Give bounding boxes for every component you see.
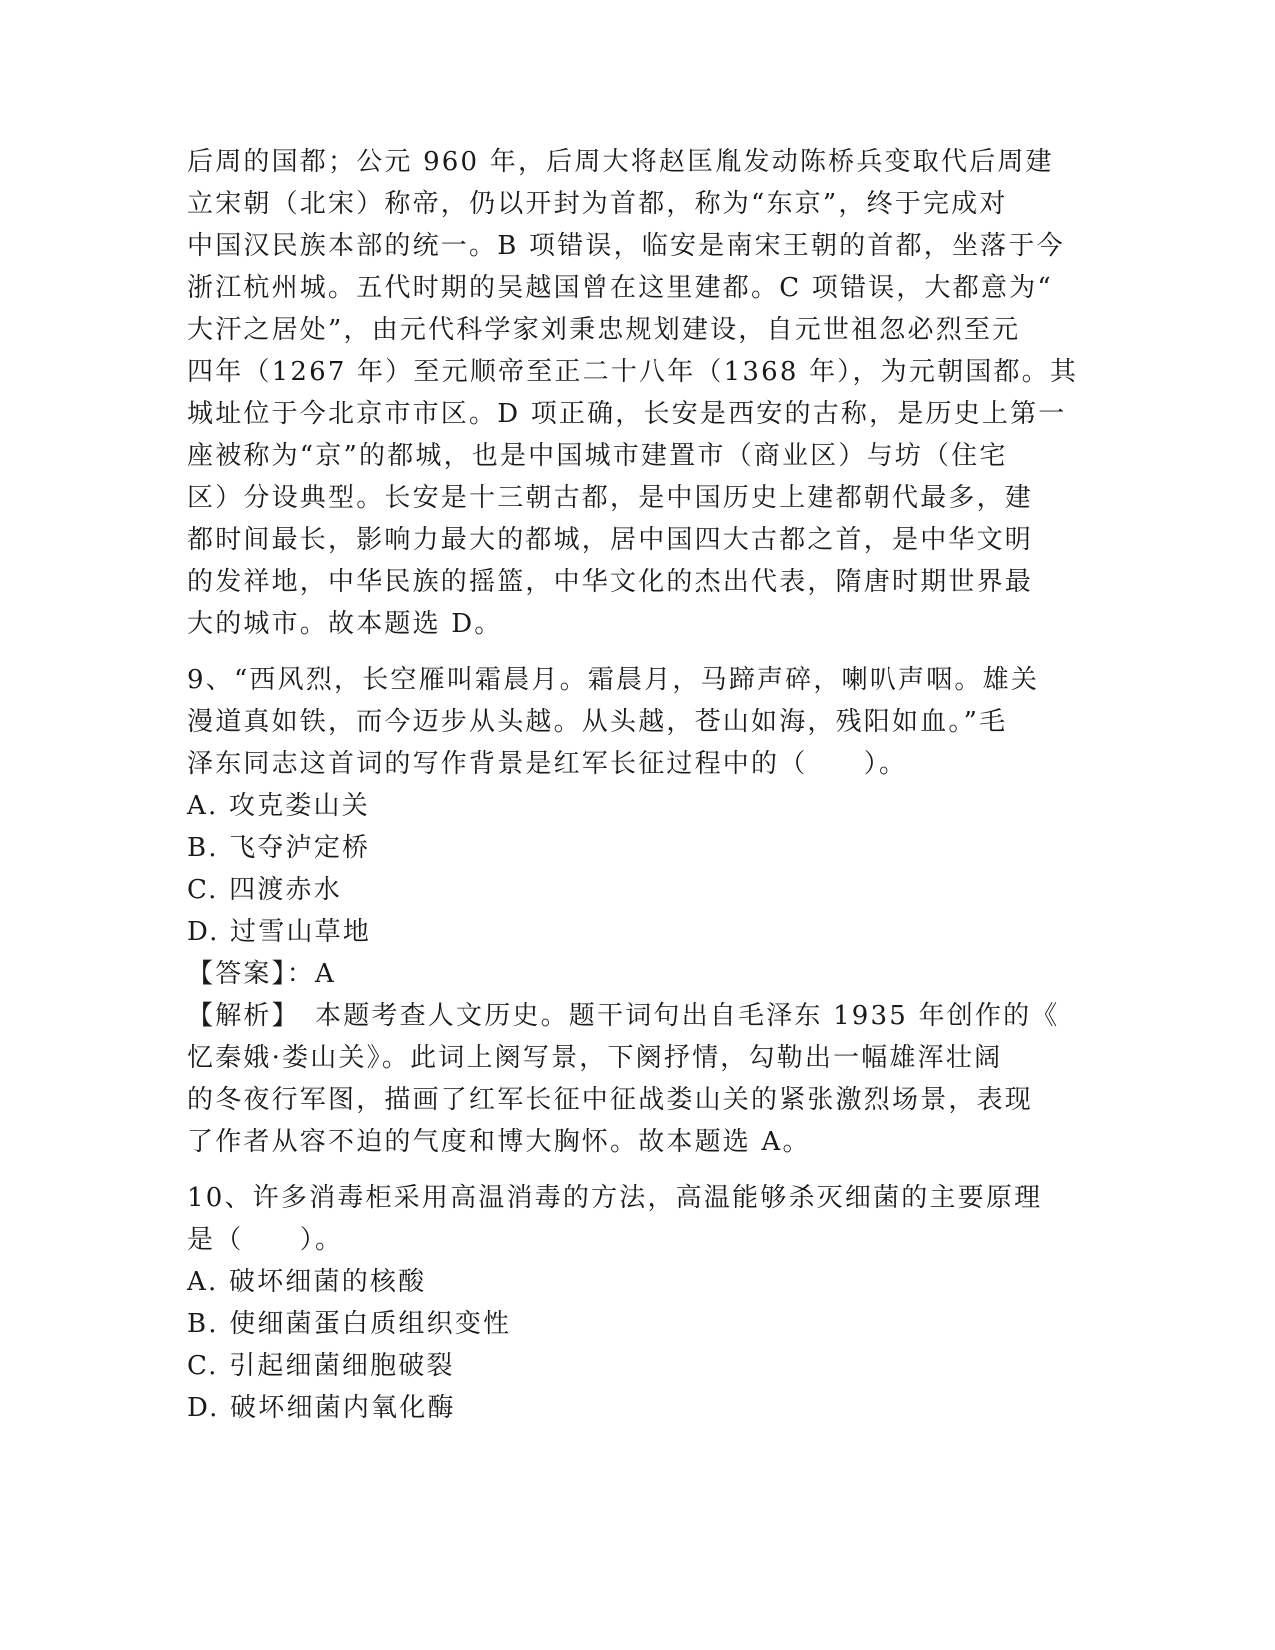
- question-10-option-d: D. 破坏细菌内氧化酶: [187, 1393, 456, 1423]
- question-9-analysis: 的冬夜行军图，描画了红军长征中征战娄山关的紧张激烈场景，表现: [187, 1085, 1034, 1115]
- paragraph-line: 立宋朝（北宋）称帝，仍以开封为首都，称为“东京”，终于完成对: [187, 189, 1008, 219]
- question-10-stem: 是（ ）。: [187, 1225, 344, 1255]
- question-9-option-c: C. 四渡赤水: [187, 875, 342, 905]
- question-9-option-b: B. 飞夺泸定桥: [187, 833, 371, 863]
- question-9-stem: 9、“西风烈，长空雁叫霜晨月。霜晨月，马蹄声碎，喇叭声咽。雄关: [187, 665, 1040, 695]
- question-10-option-b: B. 使细菌蛋白质组织变性: [187, 1309, 512, 1339]
- paragraph-line: 浙江杭州城。五代时期的吴越国曾在这里建都。C 项错误，大都意为“: [187, 273, 1053, 303]
- paragraph-line: 大的城市。故本题选 D。: [187, 609, 503, 639]
- question-9-analysis: 忆秦娥·娄山关》。此词上阕写景，下阕抒情，勾勒出一幅雄浑壮阔: [187, 1043, 1003, 1073]
- question-9-stem: 漫道真如铁，而今迈步从头越。从头越，苍山如海，残阳如血。”毛: [187, 707, 1008, 737]
- question-9-answer: 【答案】：A: [187, 959, 336, 989]
- question-9-analysis: 【解析】 本题考查人文历史。题干词句出自毛泽东 1935 年创作的《: [187, 1001, 1060, 1031]
- paragraph-line: 都时间最长，影响力最大的都城，居中国四大古都之首，是中华文明: [187, 525, 1034, 555]
- paragraph-line: 的发祥地，中华民族的摇篮，中华文化的杰出代表，隋唐时期世界最: [187, 567, 1034, 597]
- question-9-option-a: A. 攻克娄山关: [187, 791, 370, 821]
- question-10-option-c: C. 引起细菌细胞破裂: [187, 1351, 455, 1381]
- question-9-option-d: D. 过雪山草地: [187, 917, 372, 947]
- question-10-stem: 10、许多消毒柜采用高温消毒的方法，高温能够杀灭细菌的主要原理: [187, 1183, 1043, 1213]
- paragraph-line: 中国汉民族本部的统一。B 项错误，临安是南宋王朝的首都，坐落于今: [187, 231, 1065, 261]
- paragraph-line: 城址位于今北京市市区。D 项正确，长安是西安的古称，是历史上第一: [187, 399, 1067, 429]
- paragraph-line: 大汗之居处”，由元代科学家刘秉忠规划建设，自元世祖忽必烈至元: [187, 315, 1021, 345]
- question-9-stem: 泽东同志这首词的写作背景是红军长征过程中的（ ）。: [187, 749, 908, 779]
- paragraph-line: 四年（1267 年）至元顺帝至正二十八年（1368 年），为元朝国都。其: [187, 357, 1079, 387]
- paragraph-line: 后周的国都；公元 960 年，后周大将赵匡胤发动陈桥兵变取代后周建: [187, 147, 1054, 177]
- paragraph-line: 区）分设典型。长安是十三朝古都，是中国历史上建都朝代最多，建: [187, 483, 1034, 513]
- question-10-option-a: A. 破坏细菌的核酸: [187, 1267, 427, 1297]
- question-9-analysis: 了作者从容不迫的气度和博大胸怀。故本题选 A。: [187, 1127, 811, 1157]
- paragraph-line: 座被称为“京”的都城，也是中国城市建置市（商业区）与坊（住宅: [187, 441, 1008, 471]
